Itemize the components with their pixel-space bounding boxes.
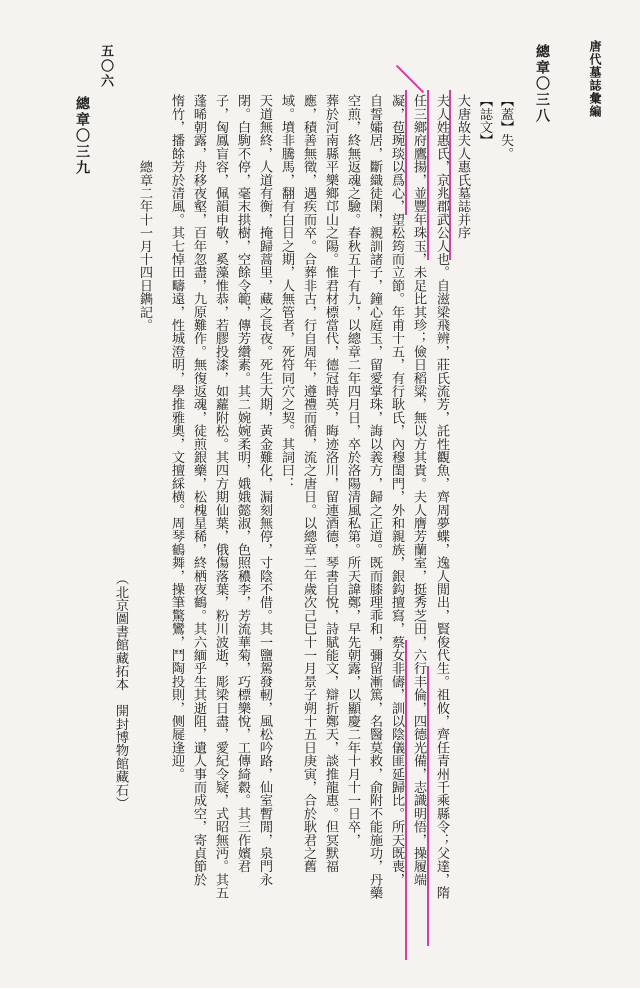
body-column-1-text: 夫人姓惠氏，京兆郡武公人也。自滋梁飛辨，莊氏流芳，託性觀魚，齊周夢蝶，逸人閒出，賢俊代生。 [434, 94, 449, 688]
body-column-3: 凝，苞琬琰以爲心，望松筠而立節。年甫十五，有行耿氏，內穆閨門，外和親族，銀鈎擅寫，蔡女非儔，訓以陰儀匪延歸比。所天既喪， [389, 94, 404, 886]
body-column-6: 葬於河南縣平樂鄉邙山之陽。惟君材標當代，德冠時英，晦迹洛川，留連酒德，琴書自悅，詩賦能文，辯折鄭天，談推龍惠。但冥默福 [323, 94, 338, 873]
body-column-2: 任三鄉府鷹揚，並豐年珠玉，未足比其珍；儉日稻粱，無以方其貴。夫人膺芳蘭室，挺秀芝田，六行丰倫，四德光備，志識明悟，操履端 [411, 94, 426, 886]
body-column-5: 空煎，終無返魂之驗。春秋五十有九，以總章二年四月日，卒於洛陽清風私第。所天諱鄭，早先朝露，以顯慶二年十月十一日卒， [345, 94, 360, 847]
date-line: 總章二年十一月十四日鐫記。 [137, 160, 152, 332]
body-column-4: 自誓孀居，斷織徒閑，親訓諸子，鐘心庭玉，留愛掌珠，誨以義方，歸之正道。既而膝理乖和，彌留漸篤，名醫莫救，俞附不能施功，丹藥 [367, 94, 382, 900]
lid-line [497, 94, 513, 160]
epitaph-title: 大唐故夫人惠氏墓誌并序 [455, 94, 470, 240]
body-column-1-tail: 祖攸，齊任青州千乘縣令；父達，隋 [434, 688, 449, 900]
body-column-10: 閉。白駒不停，毫末拱樹，空餘令範，傳芳纘素。其二婉婉柔明，娥娥懿淑，色照穠李，芳流華菊，巧標樂悅，工傳綺縠。其三作嬪君 [235, 94, 250, 873]
page-number: 五〇六 [98, 44, 113, 89]
body-column-9: 天道無終，人道有衡，掩歸蒿里，藏之長夜。死生大期，黃金難化，漏刻無停，寸陰不借。其一鹽駕發軔，風松吟路，仙室暫閒，泉門永 [257, 94, 272, 886]
highlight-line-tail-right [427, 666, 429, 946]
highlight-line-col3-left [405, 90, 407, 215]
lid-status: 失。 [498, 133, 513, 161]
highlight-line-col2-left [427, 90, 429, 260]
text-label: 【誌文】 [477, 94, 492, 147]
body-column-11: 子，匈鳳盲容，佩韻申敬，奚藻惟恭，若膠投漆，如蘿附松。其四方期仙葉，俄傷落葉，粉川波逝，彫梁日盡，愛紀令疑，式昭無沔。其五 [213, 94, 228, 900]
book-title: 唐代墓誌彙編 [588, 40, 602, 118]
source-note: （北京圖書館藏拓本 開封博物館藏石） [113, 572, 128, 810]
entry-038-number: 總章〇三八 [534, 44, 550, 124]
body-column-7: 應，積善無徵，遇疾而卒。合葬非古，行自周年，遵禮而循，流之唐日。以總章二年歲次己巳十一月景子朔十五日庚寅，合於耿君之舊 [301, 94, 316, 873]
body-column-13: 惰竹，播餘芳於清風。其七悼田疇遠，性城澄明，學推雅奧，文擅綵横。周琴鶴舞，操筆驚鸞，鬥陶投則，侧屣逢迎。 [169, 94, 184, 781]
lid-label: 【蓋】 [498, 94, 513, 134]
highlight-line-title-right [449, 90, 451, 260]
highlight-line-tail-left [405, 640, 407, 960]
body-column-8: 域。墳非騰馬，翻有白日之期，人無管者，死符同穴之契。其詞曰： [279, 94, 294, 490]
highlight-line-upper-a [396, 65, 424, 93]
body-column-1 [433, 94, 449, 899]
body-column-12: 蓬晞朝露，舟移夜壑，百年忽盡，九原難作。無復返魂，徒煎銀藥，松槐星稀，終栖夜鶴。其六緬乎生其逝阻，遺人事而成空，寄貞節於 [191, 94, 206, 886]
entry-039-number: 總章〇三九 [74, 96, 90, 176]
